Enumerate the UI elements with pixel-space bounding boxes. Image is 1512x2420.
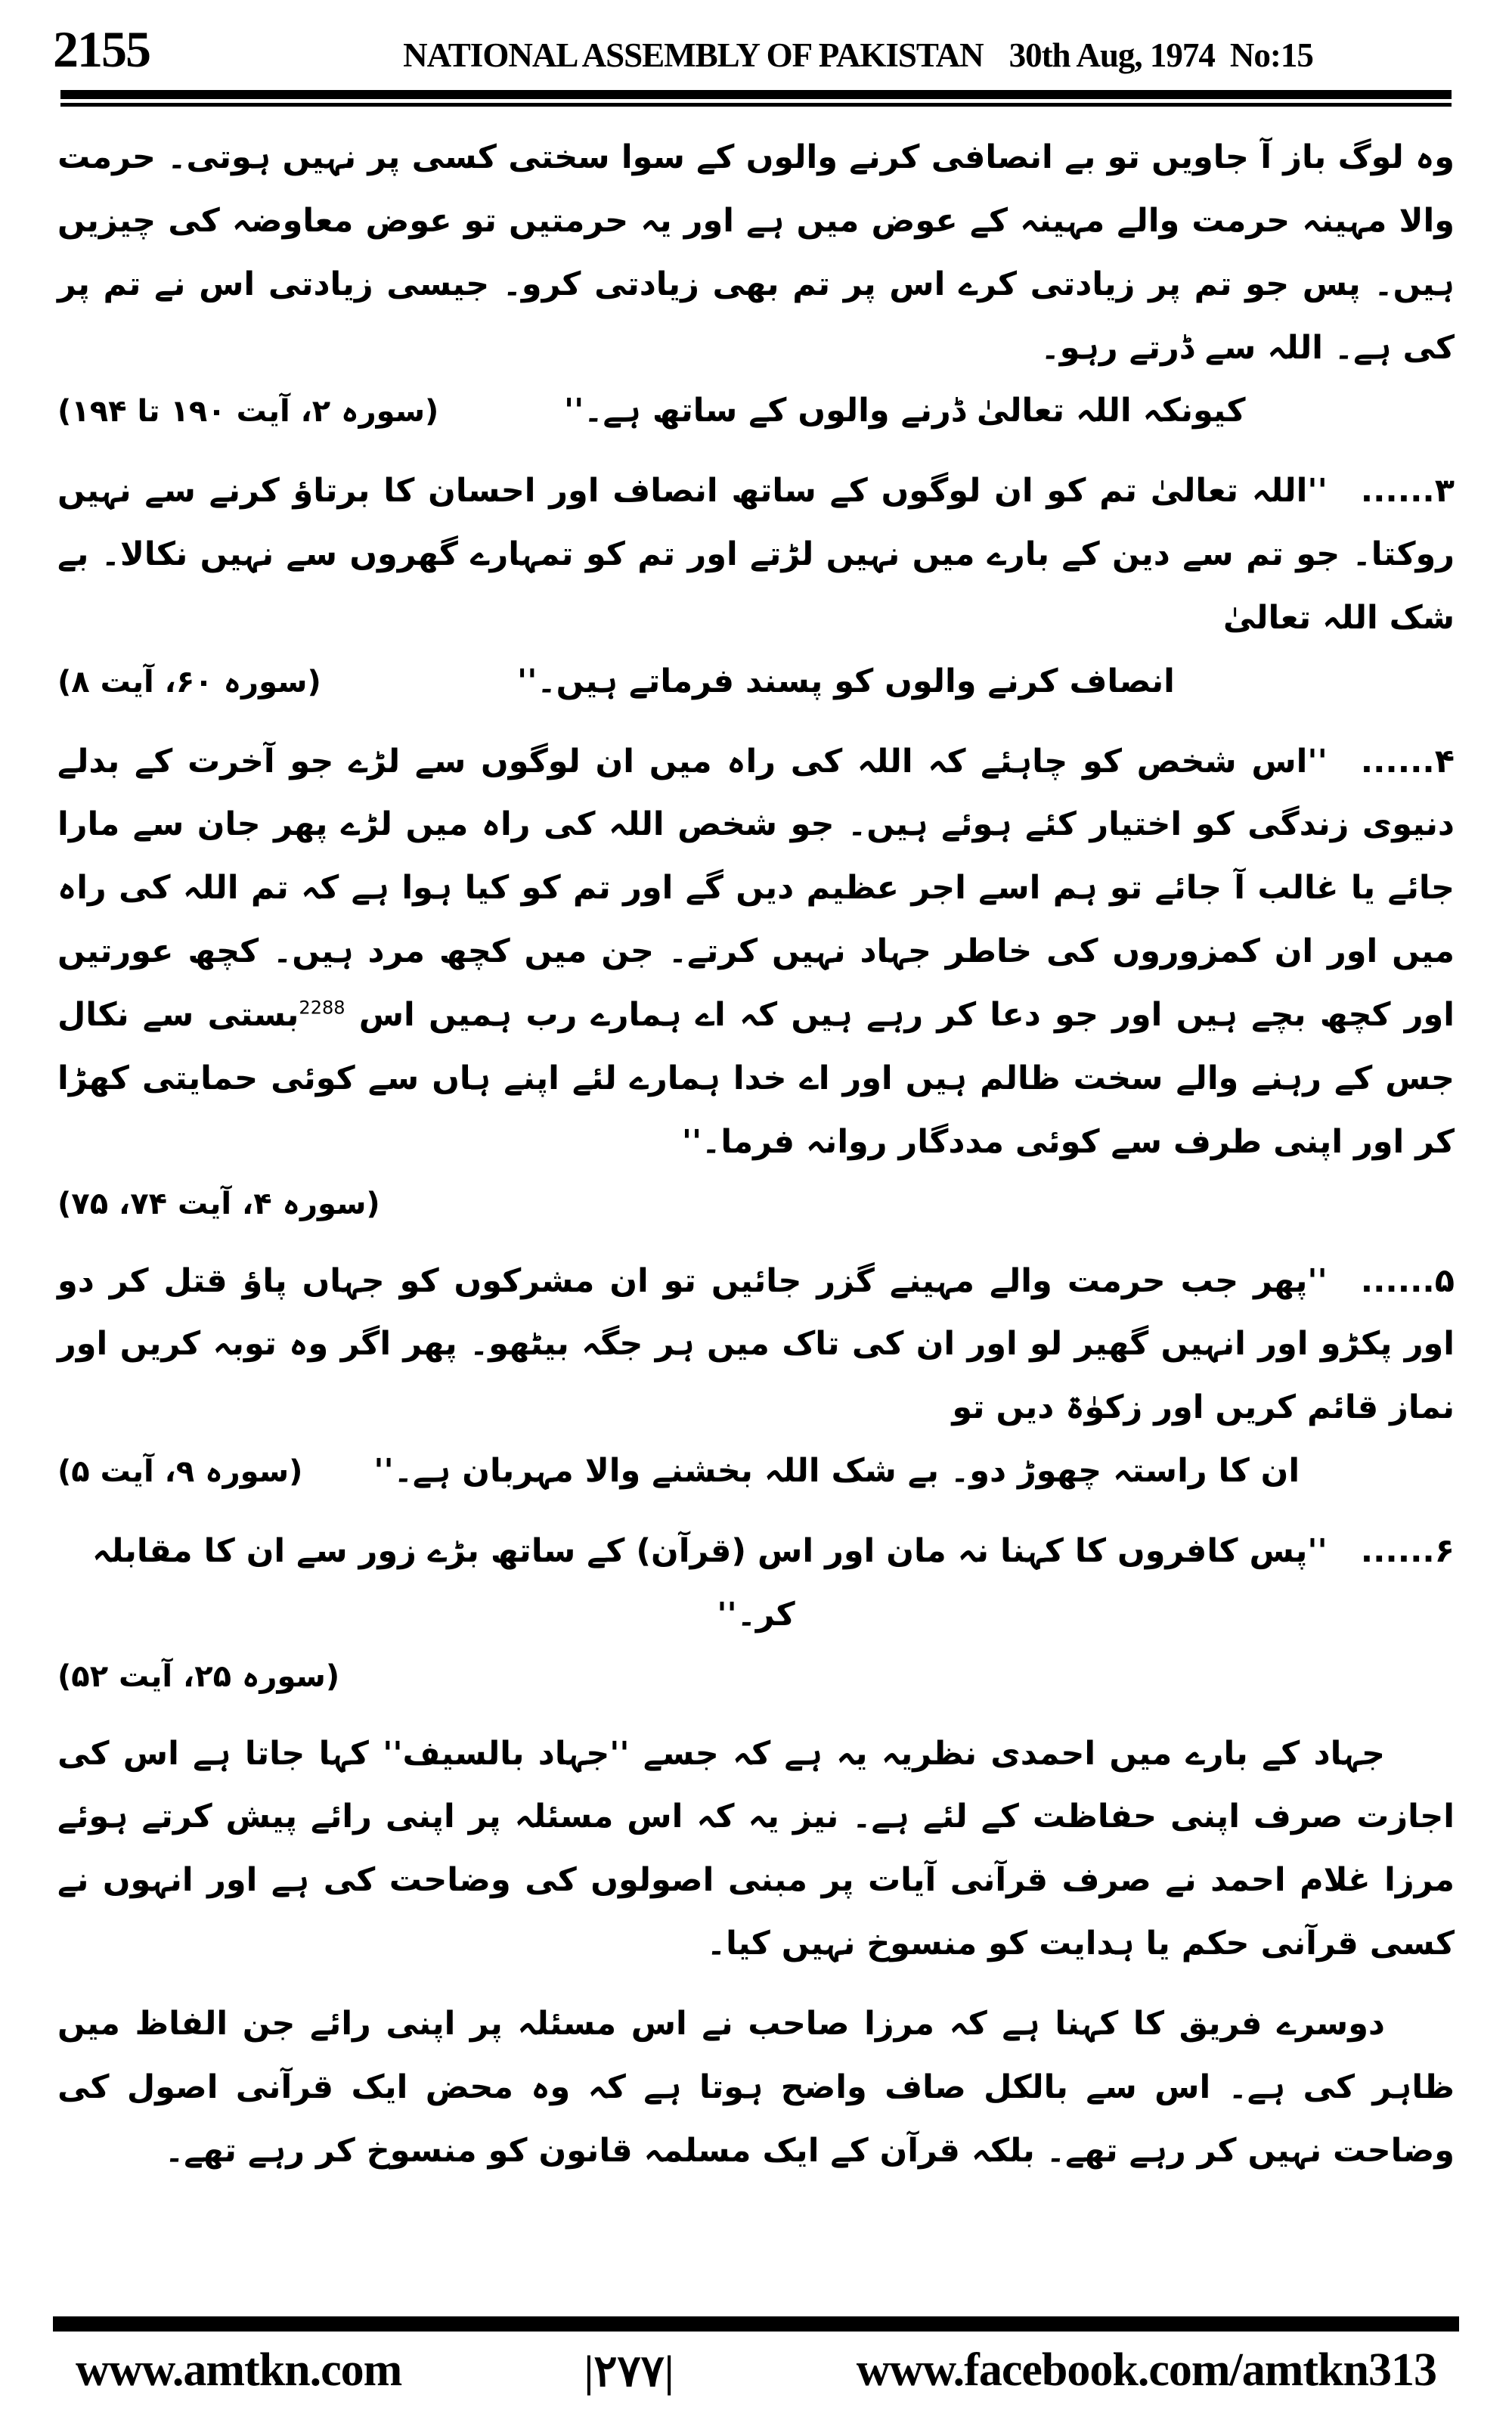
verse-citation: (سورہ ۶۰، آیت ۸) — [57, 664, 321, 700]
quote-text — [57, 460, 1455, 650]
footer-serial-number: |۲۷۷| — [584, 2346, 674, 2396]
quote-block-4 — [57, 731, 1455, 1233]
quote-text-span: ''پس کافروں کا کہنا نہ مان اور اس (قرآن) کے ساتھ بڑے زور سے ان کا مقابلہ — [92, 1531, 1328, 1570]
footer-rule — [53, 2316, 1459, 2332]
quote-tail: کیونکہ اللہ تعالیٰ ڈرنے والوں کے ساتھ ہے۔'' — [563, 392, 1246, 430]
quote-text — [57, 1520, 1455, 1584]
verse-citation: (سورہ ۲، آیت ۱۹۰ تا ۱۹۴) — [57, 394, 439, 430]
quote-text-span: ''اللہ تعالیٰ تم کو ان لوگوں کے ساتھ انصاف اور احسان کا برتاؤ کرنے سے نہیں روکتا۔ جو تم سے دین کے بارے میں نہیں لڑتے اور تم کو تمہارے گھروں سے نہیں نکالا۔ بے شک اللہ تعالیٰ — [57, 472, 1455, 637]
commentary-paragraph-opposing-view — [57, 1993, 1455, 2183]
quote-block-6 — [57, 1520, 1455, 1706]
quote-text — [57, 1250, 1455, 1441]
quote-tail-line — [57, 1584, 1455, 1647]
commentary-paragraph-ahmadi-view — [57, 1723, 1455, 1976]
page-break-marker: 2288 — [299, 997, 345, 1019]
quote-tail: انصاف کرنے والوں کو پسند فرماتے ہیں۔'' — [517, 662, 1175, 700]
quote-cite-row — [57, 1174, 1455, 1233]
header-date: 30th Aug, 1974 — [1009, 36, 1215, 74]
paragraph-text-span: جہاد کے بارے میں احمدی نظریہ یہ ہے کہ جسے ''جہاد بالسیف'' کہا جاتا ہے اس کی اجازت صرف اپنی حفاظت کے لئے ہے۔ نیز یہ کہ اس مسئلہ پر اپنی رائے پیش کرتے ہوئے مرزا غلام احمد نے صرف قرآنی آیات پر مبنی اصولوں کی وضاحت کی ہے اور انہوں نے کسی قرآنی حکم یا ہدایت کو منسوخ نہیں کیا۔ — [57, 1734, 1455, 1963]
item-number: ۵...... — [1360, 1261, 1455, 1300]
quote-text-span: ''اس شخص کو چاہئے کہ اللہ کی راہ میں ان لوگوں سے لڑے جو آخرت کے بدلے دنیوی زندگی کو اختیار کئے ہوئے ہیں۔ جو شخص اللہ کی راہ میں لڑے پھر جان سے مارا جائے یا غالب آ جائے تو ہم اسے اجر عظیم دیں گے اور تم کو کیا ہوا ہے کہ تم اللہ کی راہ میں اور ان کمزوروں کی خاطر جہاد نہیں کرتے۔ جن میں کچھ مرد ہیں۔ کچھ عورتیں اور کچھ بچے ہیں اور جو دعا کر رہے ہیں کہ اے ہمارے رب ہمیں اس — [57, 742, 1455, 1034]
quote-tail: کر۔'' — [717, 1595, 795, 1634]
footer-facebook-url: www.facebook.com/amtkn313 — [856, 2344, 1436, 2396]
item-number: ۶...... — [1360, 1531, 1455, 1570]
header-rule-thick — [60, 90, 1452, 99]
item-number: ۴...... — [1360, 742, 1455, 780]
quote-block-2 — [57, 126, 1455, 443]
quote-text-span: ''پھر جب حرمت والے مہینے گزر جائیں تو ان مشرکوں کو جہاں پاؤ قتل کر دو اور پکڑو اور انہیں گھیر لو اور ان کی تاک میں ہر جگہ بیٹھو۔ پھر اگر وہ توبہ کریں اور نماز قائم کریں اور زکوٰۃ دیں تو — [57, 1261, 1455, 1427]
quote-cite-row — [57, 1647, 1455, 1706]
assembly-title: NATIONAL ASSEMBLY OF PAKISTAN — [403, 36, 984, 74]
quote-tail: ان کا راستہ چھوڑ دو۔ بے شک اللہ بخشنے والا مہربان ہے۔'' — [373, 1452, 1300, 1491]
paragraph-text — [57, 1723, 1455, 1976]
paragraph-text-span: دوسرے فریق کا کہنا ہے کہ مرزا صاحب نے اس مسئلہ پر اپنی رائے جن الفاظ میں ظاہر کی ہے۔ اس سے بالکل صاف واضح ہوتا ہے کہ وہ محض ایک قرآنی اصول کی وضاحت نہیں کر رہے تھے۔ بلکہ قرآن کے ایک مسلمہ قانون کو منسوخ کر رہے تھے۔ — [57, 2004, 1455, 2170]
quote-block-5 — [57, 1250, 1455, 1503]
page-footer — [53, 2332, 1459, 2420]
quote-block-3 — [57, 460, 1455, 713]
header-title-line — [257, 36, 1459, 75]
quote-tail-row — [57, 1440, 1455, 1503]
quote-text-span: بستی سے نکال جس کے رہنے والے سخت ظالم ہیں اور اے خدا ہمارے لئے اپنے ہاں سے کوئی حمایتی کھڑا کر اور اپنی طرف سے کوئی مددگار روانہ فرما۔'' — [57, 995, 1455, 1161]
quote-tail-row — [57, 650, 1455, 714]
verse-citation: (سورہ ۴، آیت ۷۴، ۷۵) — [57, 1186, 380, 1221]
quote-text — [57, 126, 1455, 380]
page-number: 2155 — [53, 20, 150, 78]
paragraph-text — [57, 1993, 1455, 2183]
verse-citation: (سورہ ۹، آیت ۵) — [57, 1454, 303, 1490]
quote-text-span: وہ لوگ باز آ جاویں تو بے انصافی کرنے والوں کے سوا سختی کسی پر نہیں ہوتی۔ حرمت والا مہینہ حرمت والے مہینہ کے عوض میں ہے اور یہ حرمتیں تو عوض معاوضہ کی چیزیں ہیں۔ پس جو تم پر زیادتی کرے اس پر تم بھی زیادتی کرو۔ جیسی زیادتی اس نے تم پر کی ہے۔ اللہ سے ڈرتے رہو۔ — [57, 138, 1455, 367]
footer-website-url: www.amtkn.com — [76, 2344, 402, 2396]
item-number: ۳...... — [1360, 472, 1455, 510]
quote-tail-row — [57, 380, 1455, 443]
verse-citation: (سورہ ۲۵، آیت ۵۲) — [57, 1658, 340, 1694]
page-header — [53, 20, 1459, 79]
page-body — [53, 107, 1459, 2303]
quote-text — [57, 731, 1455, 1174]
issue-number: No:15 — [1229, 36, 1313, 74]
